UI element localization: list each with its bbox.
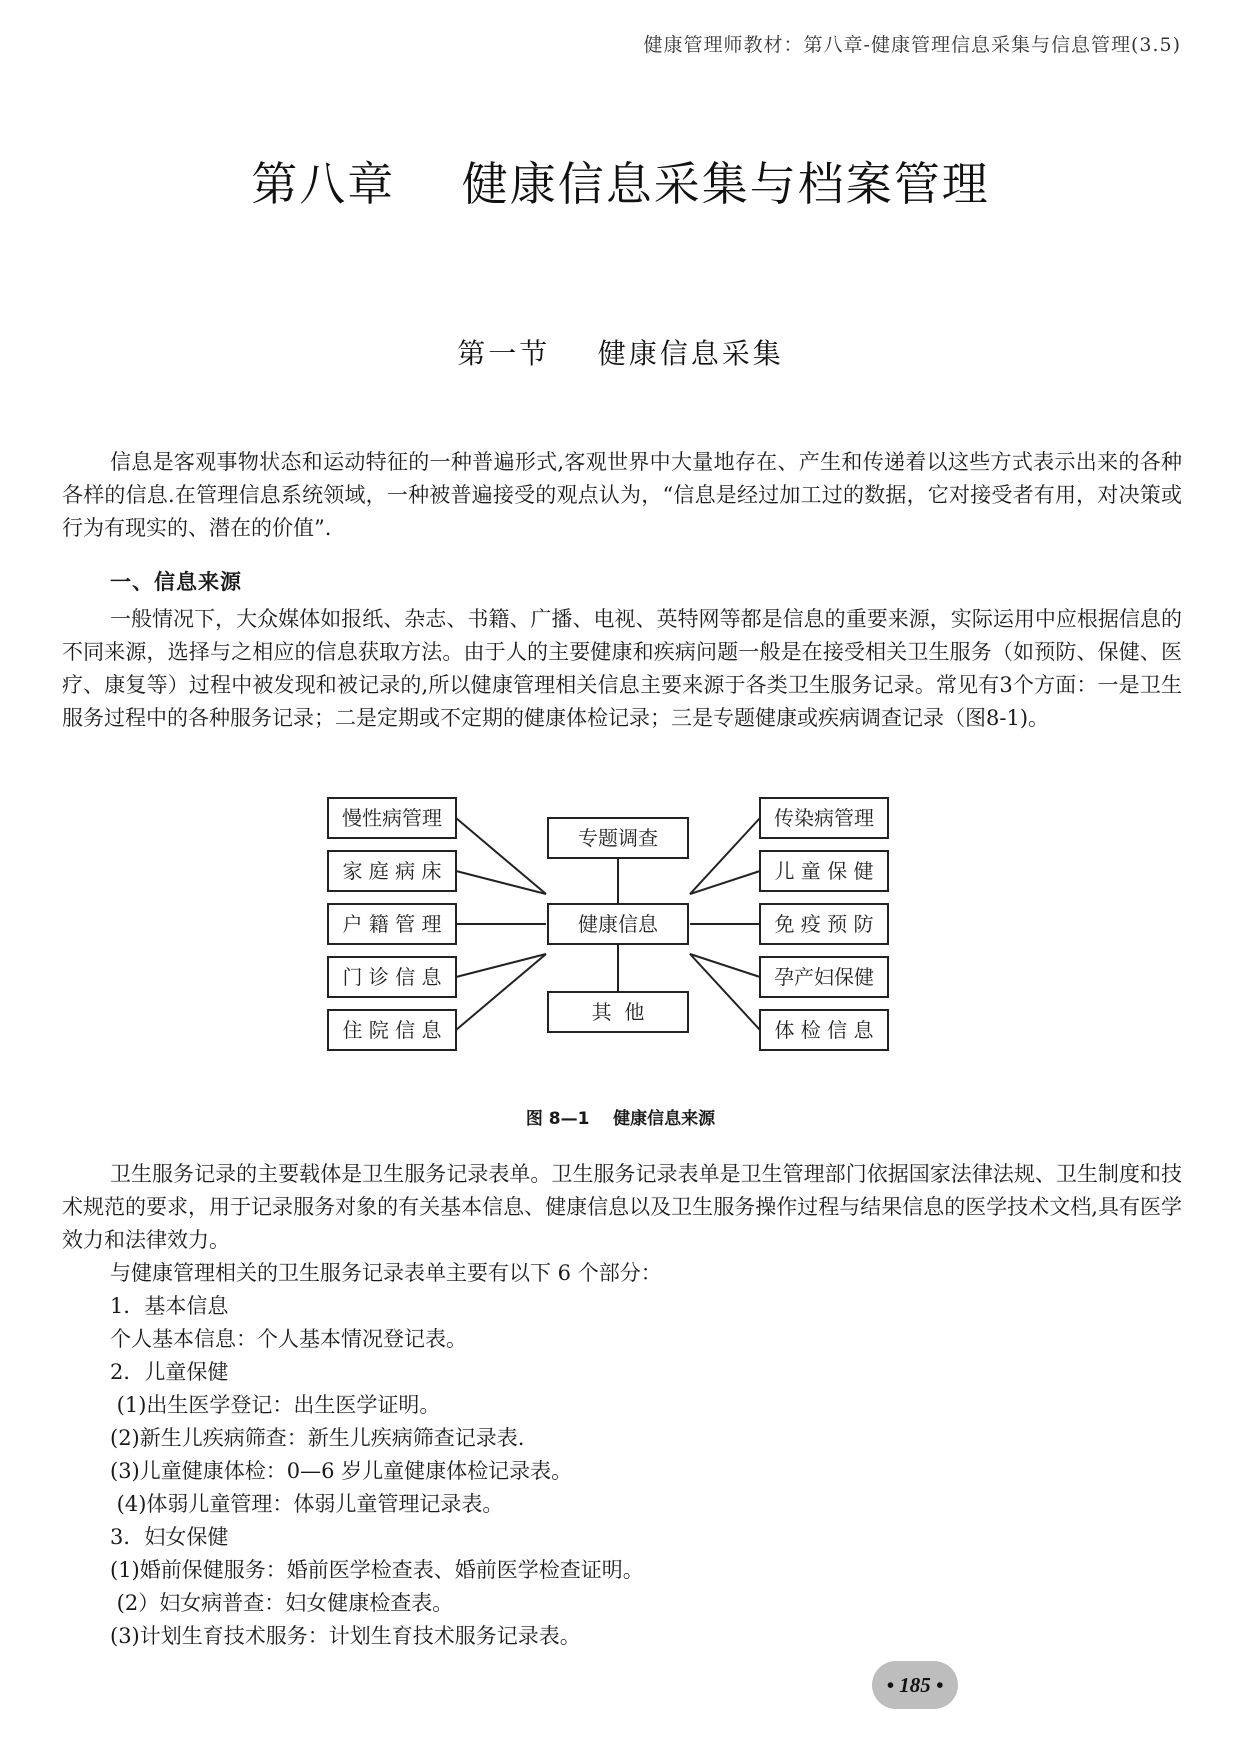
label-left-2: 家 庭 病 床 xyxy=(342,859,442,883)
list-line: 个人基本信息：个人基本情况登记表。 xyxy=(110,1327,467,1351)
chapter-title: 第八章 健康信息采集与档案管理 xyxy=(251,157,990,211)
label-right-3: 免 疫 预 防 xyxy=(774,912,874,936)
label-left-5: 住 院 信 息 xyxy=(342,1018,442,1042)
label-center: 健康信息 xyxy=(578,912,658,936)
list-line: (4)体弱儿童管理：体弱儿童管理记录表。 xyxy=(110,1492,504,1516)
subsection-heading: 一、信息来源 xyxy=(110,570,242,594)
running-header: 健康管理师教材：第八章-健康管理信息采集与信息管理(3.5) xyxy=(643,34,1181,56)
health-info-source-diagram xyxy=(318,796,898,1066)
label-right-2: 儿 童 保 健 xyxy=(774,859,874,883)
list-line: (3)儿童健康体检：0—6 岁儿童健康体检记录表。 xyxy=(110,1459,573,1483)
label-left-4: 门 诊 信 息 xyxy=(342,965,442,989)
list-line: (3)计划生育技术服务：计划生育技术服务记录表。 xyxy=(110,1624,581,1648)
label-top: 专题调查 xyxy=(578,826,658,850)
label-bottom: 其 他 xyxy=(591,1000,645,1024)
list-line: 与健康管理相关的卫生服务记录表单主要有以下 6 个部分： xyxy=(110,1261,662,1285)
list-line: (1)婚前保健服务：婚前医学检查表、婚前医学检查证明。 xyxy=(110,1558,644,1582)
label-left-1: 慢性病管理 xyxy=(342,806,442,830)
list-line: 3．妇女保健 xyxy=(110,1525,229,1549)
label-right-5: 体 检 信 息 xyxy=(774,1018,874,1042)
intro-paragraph: 信息是客观事物状态和运动特征的一种普遍形式,客观世界中大量地存在、产生和传递着以这些方式表示出来的各种各样的信息.在管理信息系统领域，一种被普遍接受的观点认为，“信息是经过加工过的数据，它对接受者有用，对决策或行为有现实的、潜在的价值”. xyxy=(62,450,1182,540)
figure-caption: 图 8—1 健康信息来源 xyxy=(525,1109,716,1129)
list-line: (2）妇女病普查：妇女健康检查表。 xyxy=(110,1591,454,1615)
page-number: • 185 • xyxy=(872,1661,958,1709)
list-line: (2)新生儿疾病筛查：新生儿疾病筛查记录表. xyxy=(110,1426,525,1450)
info-source-paragraph: 一般情况下，大众媒体如报纸、杂志、书籍、广播、电视、英特网等都是信息的重要来源，实际运用中应根据信息的不同来源，选择与之相应的信息获取方法。由于人的主要健康和疾病问题一般是在接受相关卫生服务（如预防、保健、医疗、康复等）过程中被发现和被记录的,所以健康管理相关信息主要来源于各类卫生服务记录。常见有3个方面：一是卫生服务过程中的各种服务记录；二是定期或不定期的健康体检记录；三是专题健康或疾病调查记录（图8-1)。 xyxy=(62,607,1182,730)
records-paragraph: 卫生服务记录的主要载体是卫生服务记录表单。卫生服务记录表单是卫生管理部门依据国家法律法规、卫生制度和技术规范的要求，用于记录服务对象的有关基本信息、健康信息以及卫生服务操作过程与结果信息的医学技术文档,具有医学效力和法律效力。 xyxy=(62,1162,1182,1252)
list-line: (1)出生医学登记：出生医学证明。 xyxy=(110,1393,441,1417)
section-title: 第一节 健康信息采集 xyxy=(457,337,784,370)
label-right-4: 孕产妇保健 xyxy=(774,965,874,989)
label-right-1: 传染病管理 xyxy=(774,806,874,830)
list-line: 1．基本信息 xyxy=(110,1294,229,1318)
list-line: 2．儿童保健 xyxy=(110,1360,229,1384)
label-left-3: 户 籍 管 理 xyxy=(342,912,442,936)
